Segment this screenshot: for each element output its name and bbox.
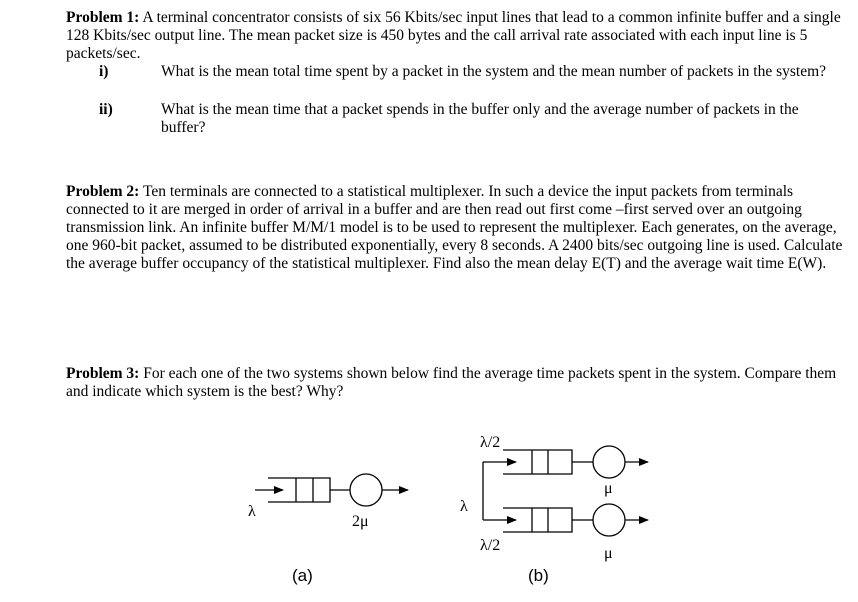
caption-a: (a) — [292, 566, 313, 585]
service-rate-b-bottom: μ — [604, 545, 613, 562]
problem-3-label: Problem 3: — [66, 365, 140, 382]
item-number: i) — [99, 63, 109, 80]
arrival-rate-a: λ — [248, 503, 256, 520]
problem-2-label: Problem 2: — [66, 183, 140, 200]
split-rate-bottom: λ/2 — [480, 537, 501, 554]
item-number: ii) — [99, 101, 113, 118]
problem-3-text: For each one of the two systems shown below find the average time packets spent in the system. Compare them and indicate which system is the best? Why? — [66, 365, 837, 400]
server-b-bottom — [593, 504, 625, 536]
service-rate-a: 2μ — [352, 513, 369, 530]
problem-1-text: A terminal concentrator consists of six 56 Kbits/sec input lines that lead to a common infinite buffer and a single 128 Kbits/sec output line. The mean packet size is 450 bytes and the call arrival rate associated with each input line is 5 packets/sec. — [66, 9, 841, 62]
arrival-rate-b: λ — [460, 498, 468, 515]
problem-1-label: Problem 1: — [66, 9, 140, 26]
item-text: What is the mean total time spent by a packet in the system and the mean number of packets in the system? — [161, 63, 827, 80]
server-b-top — [593, 446, 625, 478]
item-text: What is the mean time that a packet spends in the buffer only and the average number of packets in the buffer? — [161, 101, 799, 136]
problem-2-text: Ten terminals are connected to a statistical multiplexer. In such a device the input packets from terminals connected to it are merged in order of arrival in a buffer and are then read out first come –first served over an outgoing transmission link. An infinite buffer M/M/1 model is to be used to represent the multiplexer. Each generates, on the average, one 960-bit packet, assumed to be distributed exponentially, every 8 seconds. A 2400 bits/sec outgoing line is used. Calculate the average buffer occupancy of the statistical multiplexer. Find also the mean delay E(T) and the average wait time E(W). — [66, 183, 843, 272]
service-rate-b-top: μ — [604, 480, 613, 497]
split-rate-top: λ/2 — [480, 434, 501, 451]
server-a — [350, 474, 382, 506]
caption-b: (b) — [528, 566, 549, 585]
